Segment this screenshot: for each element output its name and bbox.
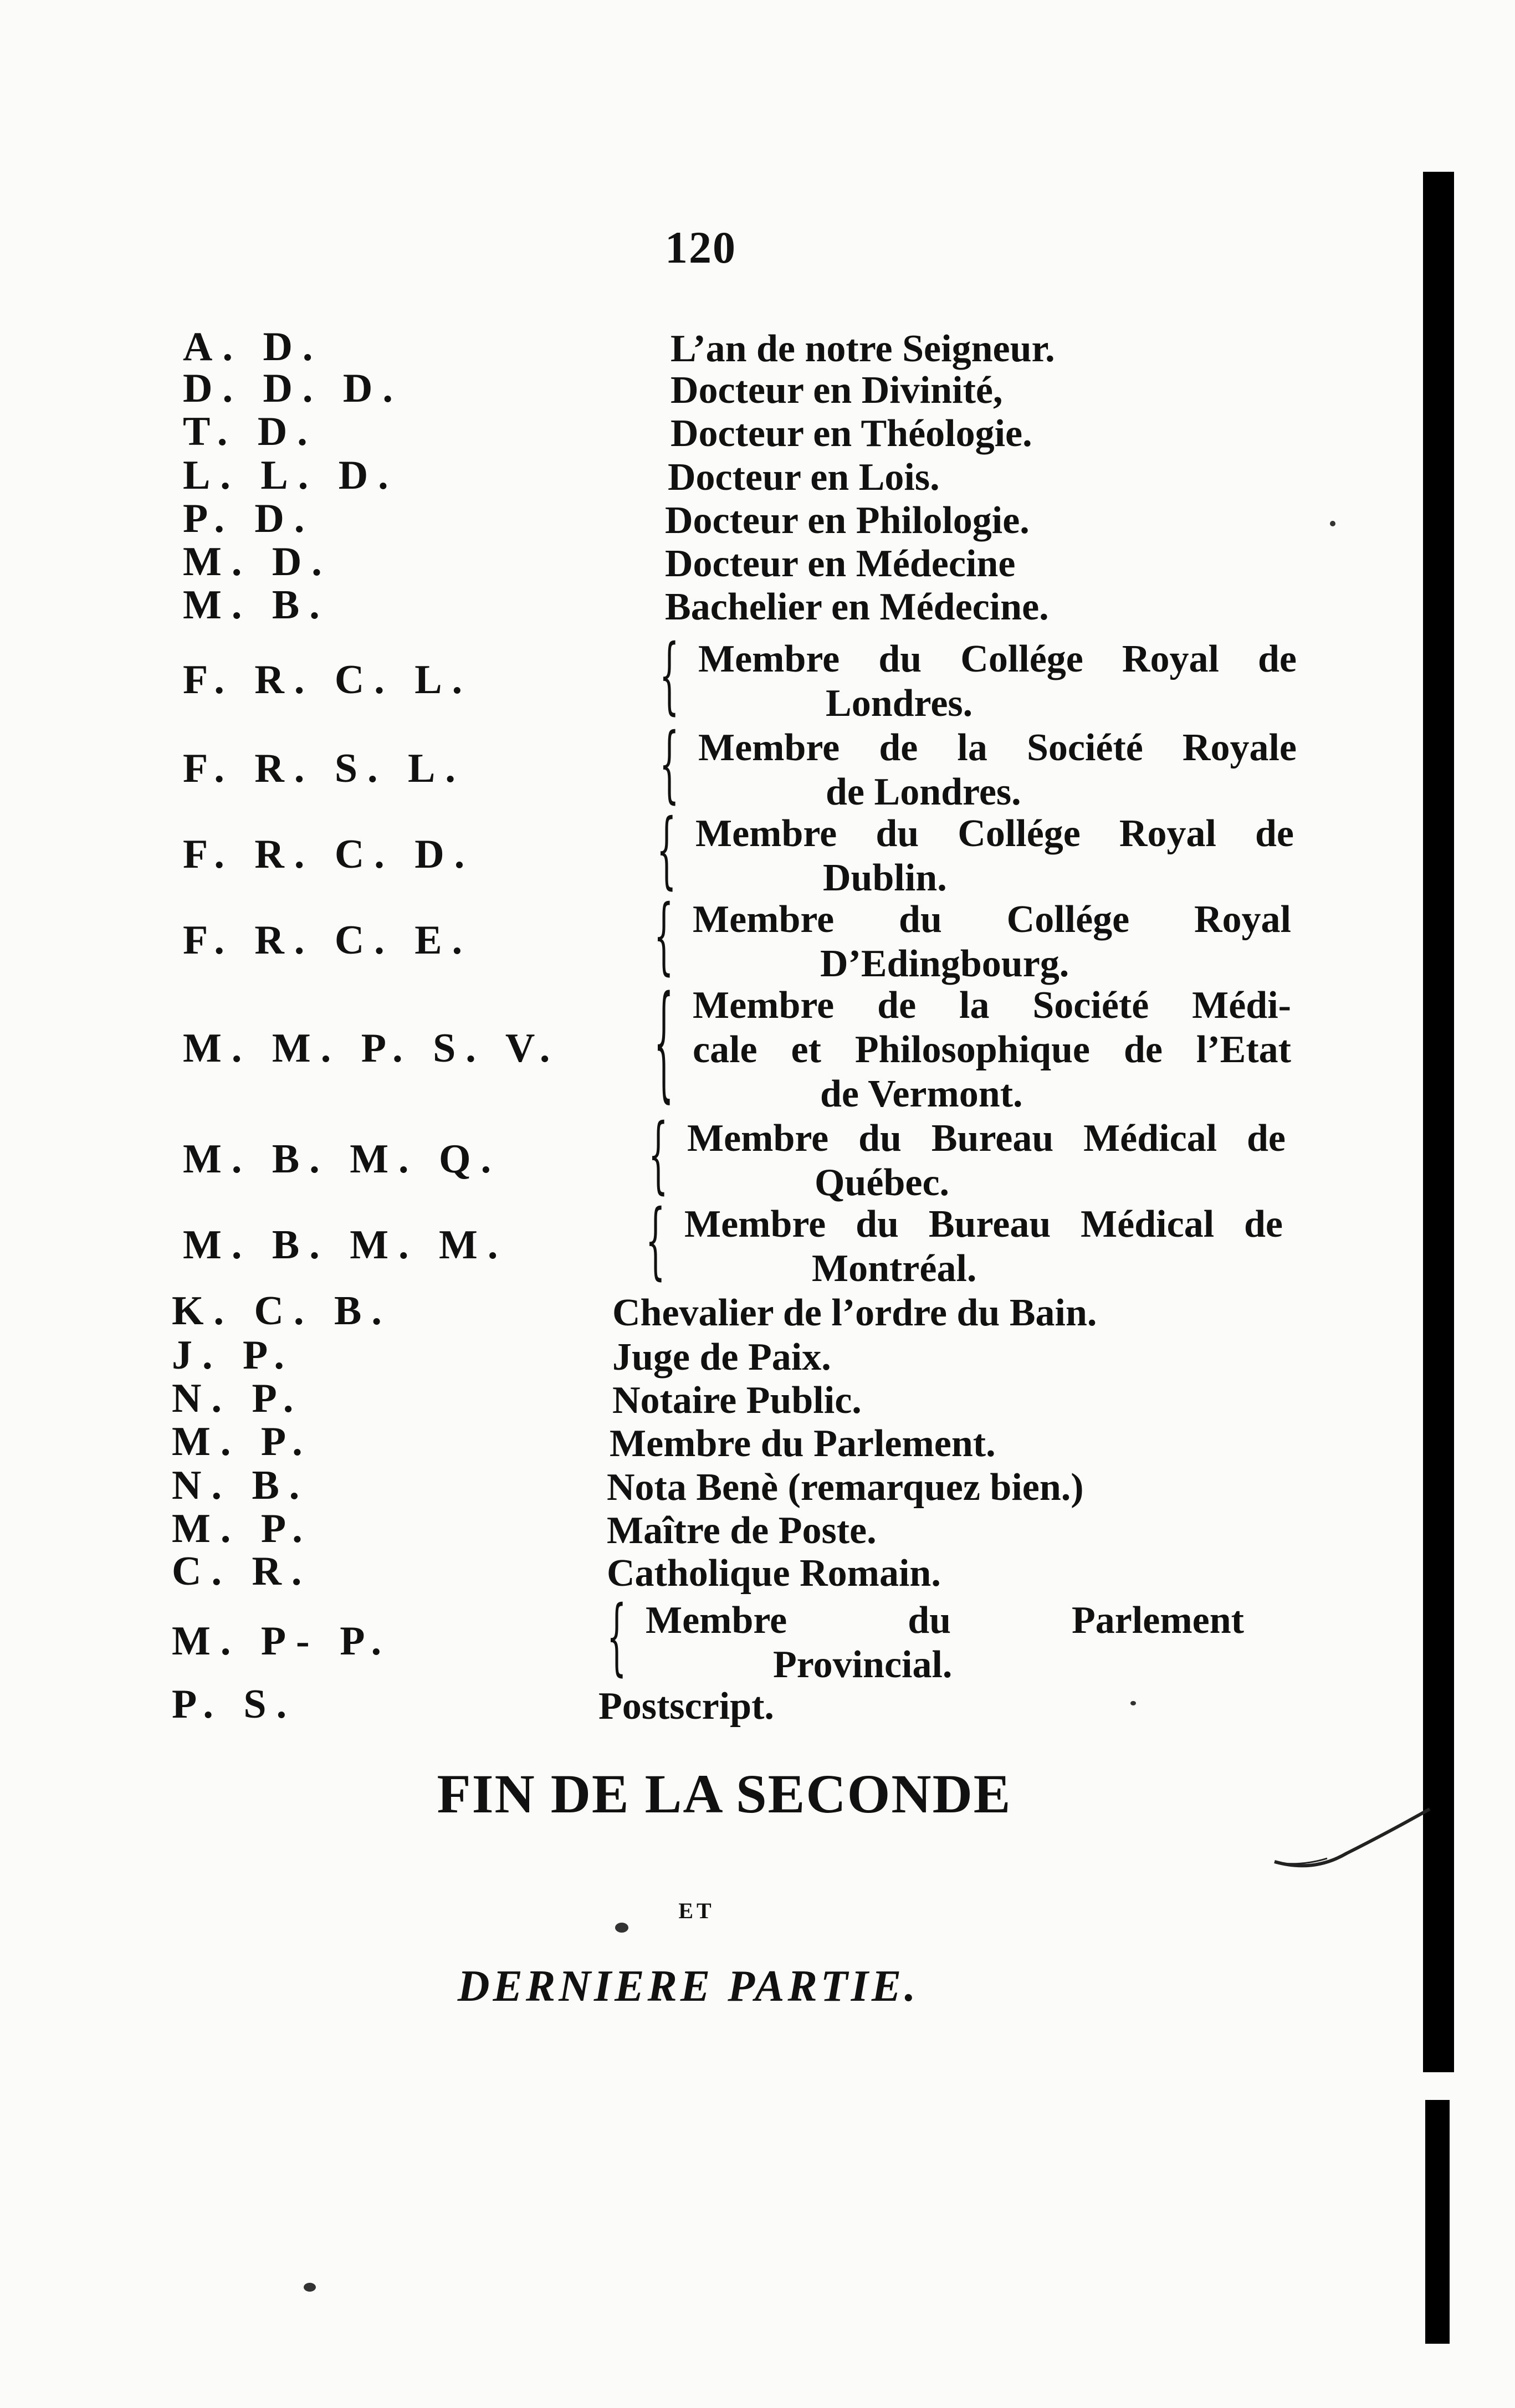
meaning-text: L’an de notre Seigneur. bbox=[671, 327, 1055, 370]
curly-brace-icon: { bbox=[607, 1587, 627, 1685]
meaning-text: Docteur en Divinité, bbox=[671, 369, 1003, 412]
meaning-text: Membre du Collége Royal de bbox=[695, 812, 1294, 855]
curly-brace-icon: { bbox=[654, 887, 674, 984]
meaning-text: Membre de la Société Médi- bbox=[693, 984, 1291, 1027]
abbreviation: C. R. bbox=[172, 1549, 312, 1594]
abbreviation: M. B. M. M. bbox=[183, 1222, 508, 1268]
abbreviation: T. D. bbox=[183, 409, 318, 454]
closing-subtitle: DERNIERE PARTIE. bbox=[457, 1962, 919, 2011]
meaning-continuation: D’Edingbourg. bbox=[820, 942, 1069, 985]
scan-speck bbox=[304, 2283, 316, 2292]
curly-brace-icon: { bbox=[659, 715, 679, 812]
abbreviation: A. D. bbox=[183, 324, 323, 370]
abbreviation: P. D. bbox=[183, 496, 315, 541]
meaning-text: Membre du Parlement bbox=[646, 1599, 1244, 1642]
meaning-text: Membre du Bureau Médical de bbox=[684, 1203, 1283, 1246]
meaning-continuation: de Vermont. bbox=[820, 1073, 1023, 1115]
meaning-text: Postscript. bbox=[598, 1685, 774, 1728]
abbreviation: M. P. bbox=[172, 1419, 313, 1464]
abbreviation: M. P- P. bbox=[172, 1618, 392, 1664]
curly-brace-icon: { bbox=[654, 969, 674, 1115]
meaning-text: Docteur en Lois. bbox=[668, 456, 940, 499]
meaning-text: Nota Benè (remarquez bien.) bbox=[607, 1466, 1084, 1509]
scan-speck bbox=[1330, 521, 1335, 526]
abbreviation: M. D. bbox=[183, 539, 332, 585]
meaning-continuation: de Londres. bbox=[826, 771, 1021, 813]
abbreviation: P. S. bbox=[172, 1682, 297, 1727]
meaning-text: Membre de la Société Royale bbox=[698, 726, 1297, 769]
meaning-continuation: Provincial. bbox=[773, 1643, 953, 1686]
meaning-continuation: Montréal. bbox=[812, 1247, 977, 1290]
curly-brace-icon: { bbox=[657, 801, 677, 898]
meaning-continuation: Dublin. bbox=[823, 857, 947, 899]
abbreviation: F. R. S. L. bbox=[183, 746, 465, 791]
meaning-continuation: cale et Philosophique de l’Etat bbox=[693, 1028, 1291, 1071]
abbreviation: M. B. bbox=[183, 582, 330, 628]
abbreviation: D. D. D. bbox=[183, 366, 403, 411]
meaning-text: Membre du Bureau Médical de bbox=[687, 1117, 1286, 1160]
binding-shadow-bottom bbox=[1425, 2100, 1450, 2344]
abbreviation: K. C. B. bbox=[172, 1288, 392, 1334]
abbreviation: M. B. M. Q. bbox=[183, 1136, 501, 1182]
meaning-continuation: Québec. bbox=[815, 1161, 950, 1204]
curly-brace-icon: { bbox=[659, 626, 679, 724]
abbreviation: F. R. C. E. bbox=[183, 918, 473, 963]
abbreviation: F. R. C. L. bbox=[183, 657, 473, 703]
curly-brace-icon: { bbox=[646, 1191, 666, 1289]
abbreviation: N. P. bbox=[172, 1376, 304, 1421]
abbreviation: N. B. bbox=[172, 1463, 310, 1508]
abbreviation: M. M. P. S. V. bbox=[183, 1026, 560, 1071]
closing-title: FIN DE LA SECONDE bbox=[437, 1763, 1012, 1825]
meaning-text: Juge de Paix. bbox=[612, 1336, 831, 1379]
closing-conjunction: ET bbox=[678, 1898, 715, 1923]
curly-brace-icon: { bbox=[648, 1105, 668, 1203]
meaning-text: Membre du Collége Royal bbox=[693, 898, 1291, 941]
meaning-text: Maître de Poste. bbox=[607, 1509, 877, 1552]
meaning-text: Membre du Parlement. bbox=[610, 1422, 996, 1465]
abbreviation: F. R. C. D. bbox=[183, 832, 475, 877]
meaning-text: Docteur en Philologie. bbox=[665, 499, 1030, 542]
meaning-text: Catholique Romain. bbox=[607, 1552, 941, 1595]
abbreviation: L. L. D. bbox=[183, 453, 398, 498]
scan-speck bbox=[1130, 1701, 1136, 1705]
meaning-text: Notaire Public. bbox=[612, 1379, 862, 1422]
meaning-continuation: Londres. bbox=[826, 682, 973, 725]
meaning-text: Docteur en Théologie. bbox=[671, 412, 1032, 455]
meaning-text: Bachelier en Médecine. bbox=[665, 586, 1049, 628]
abbreviation: M. P. bbox=[172, 1506, 313, 1551]
meaning-text: Membre du Collége Royal de bbox=[698, 638, 1297, 680]
page-number: 120 bbox=[665, 222, 736, 273]
abbreviation: J. P. bbox=[172, 1333, 294, 1378]
meaning-text: Docteur en Médecine bbox=[665, 542, 1016, 585]
meaning-text: Chevalier de l’ordre du Bain. bbox=[612, 1292, 1097, 1334]
scan-speck bbox=[615, 1923, 628, 1933]
